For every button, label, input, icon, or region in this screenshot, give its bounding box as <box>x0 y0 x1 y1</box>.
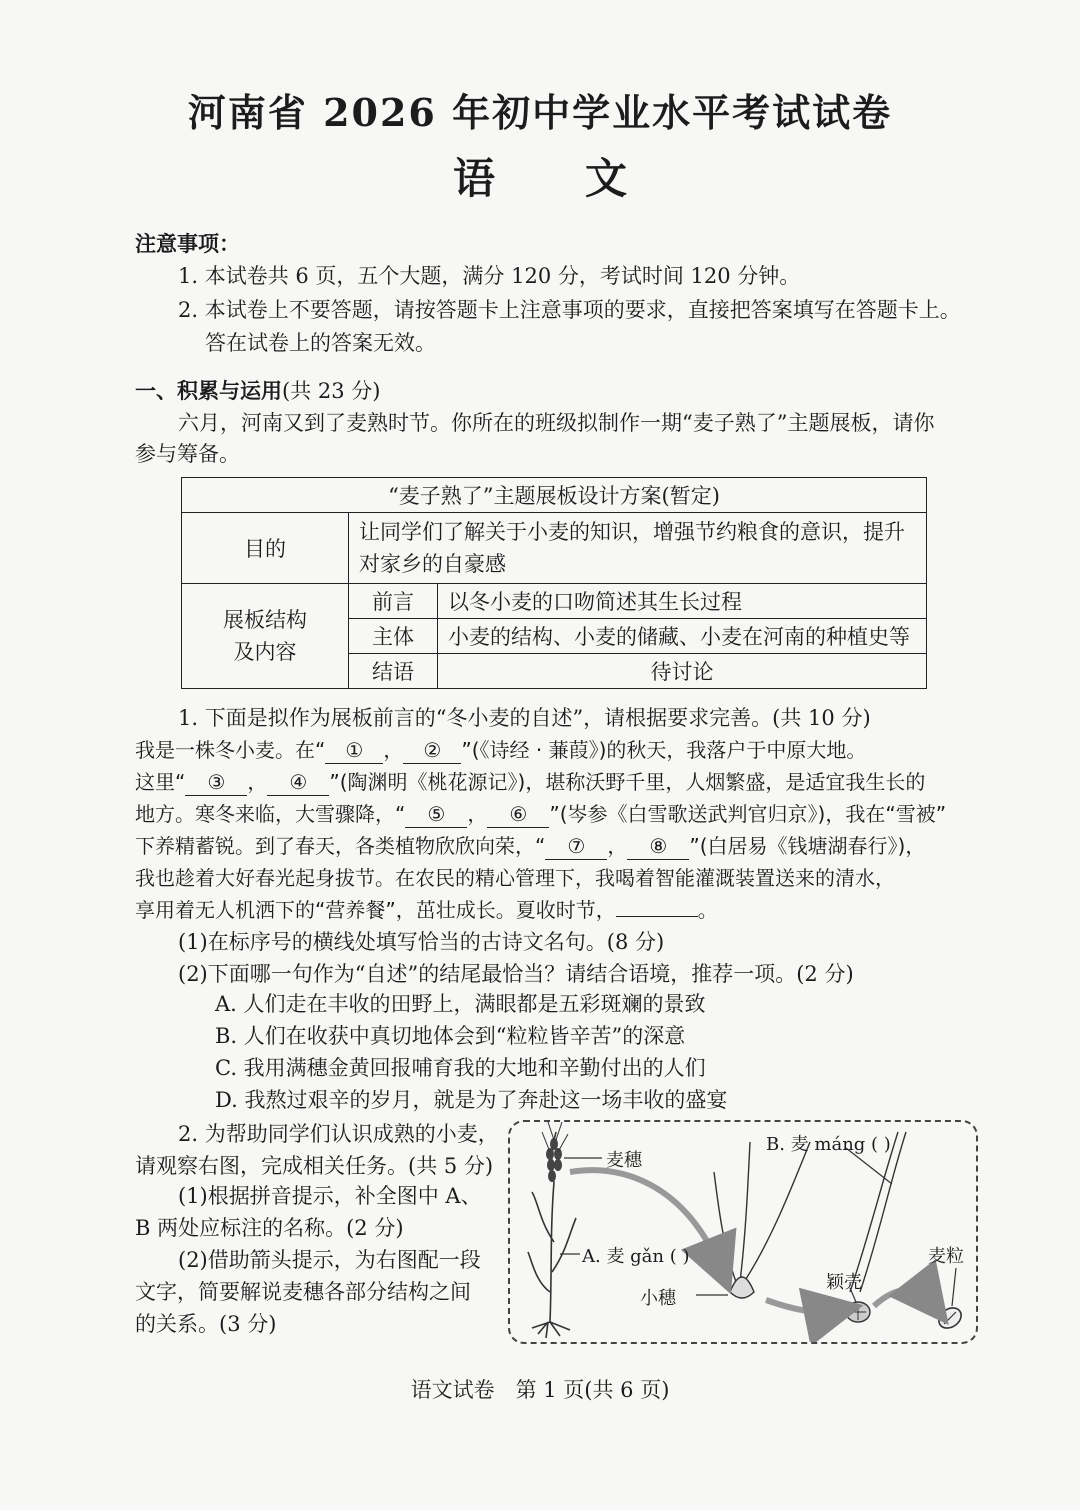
grain-icon <box>935 1304 965 1333</box>
q2-line-3: (1)根据拼音提示，补全图中 A、 <box>178 1184 482 1208</box>
plan-structure-line-2: 及内容 <box>233 640 297 664</box>
section1-title: 一、积累与运用 <box>135 378 282 403</box>
plan-table-caption: “麦子熟了”主题展板设计方案(暂定) <box>182 478 927 513</box>
q2-line-1: 2. 为帮助同学们认识成熟的小麦， <box>178 1122 499 1146</box>
passage-text: 下养精蓄锐。到了春天，各类植物欣欣向荣，“ <box>135 834 546 858</box>
passage-text: 地方。寒冬来临，大雪骤降，“ <box>135 802 406 826</box>
plan-row-label: 前言 <box>349 584 438 619</box>
passage-text: ， <box>607 834 628 858</box>
plan-purpose-label: 目的 <box>182 513 349 584</box>
subject-title: 语文 <box>452 154 717 203</box>
spikelet-icon <box>714 1142 810 1298</box>
q1-sub1: (1)在标序号的横线处填写恰当的古诗文名句。(8 分) <box>178 930 665 954</box>
q1-sub2: (2)下面哪一句作为“自述”的结尾最恰当？请结合语境，推荐一项。(2 分) <box>178 962 854 986</box>
page-footer: 语文试卷 第 1 页(共 6 页) <box>410 1378 670 1402</box>
plan-purpose-text <box>349 513 927 584</box>
q2-line-4: B 两处应标注的名称。(2 分) <box>135 1216 404 1240</box>
wheat-illustration <box>510 1122 976 1342</box>
passage-text: ”(岑参《白雪歌送武判官归京》)，我在“雪被” <box>549 802 947 826</box>
option-d: D. 我熬过艰辛的岁月，就是为了奔赴这一场丰收的盛宴 <box>215 1088 728 1112</box>
notice-item-2-cont: 答在试卷上的答案无效。 <box>205 331 436 355</box>
label-glume: 颖壳 <box>826 1272 862 1293</box>
wheat-figure <box>508 1120 978 1344</box>
q1-passage-line-6 <box>135 894 718 926</box>
notice-item-2: 2. 本试卷上不要答题，请按答题卡上注意事项的要求，直接把答案填写在答题卡上。 <box>178 298 961 322</box>
q2-line-7: 的关系。(3 分) <box>135 1312 277 1336</box>
blank-8: ⑧ <box>627 833 689 860</box>
passage-text: 享用着无人机洒下的“营养餐”，茁壮成长。夏收时节， <box>135 898 616 922</box>
plan-row-label: 主体 <box>349 619 438 654</box>
wheat-spike-icon <box>546 1138 562 1182</box>
passage-text: ”(《诗经 · 蒹葭》)的秋天，我落户于中原大地。 <box>461 738 867 762</box>
q1-stem: 1. 下面是拟作为展板前言的“冬小麦的自述”，请根据要求完善。(共 10 分) <box>178 706 871 730</box>
plan-row-content: 小麦的结构、小麦的储藏、小麦在河南的种植史等 <box>438 619 927 654</box>
q1-passage-line-1 <box>135 734 866 766</box>
passage-text: 这里“ <box>135 770 186 794</box>
blank-6: ⑥ <box>487 801 549 828</box>
exam-title: 河南省 2026 年初中学业水平考试试卷 <box>187 90 893 135</box>
plan-purpose-line-2: 对家乡的自豪感 <box>359 552 506 576</box>
q2-line-2: 请观察右图，完成相关任务。(共 5 分) <box>135 1154 494 1178</box>
section1-intro-2: 参与筹备。 <box>135 442 240 466</box>
blank-1: ① <box>325 737 383 764</box>
plan-purpose-line-1: 让同学们了解关于小麦的知识，增强节约粮食的意识，提升 <box>359 520 905 544</box>
label-grain: 麦粒 <box>928 1246 964 1267</box>
passage-text: ”(陶渊明《桃花源记》)，堪称沃野千里，人烟繁盛，是适宜我生长的 <box>329 770 926 794</box>
section1-score: (共 23 分) <box>282 379 381 403</box>
option-b: B. 人们在收获中真切地体会到“粒粒皆辛苦”的深意 <box>215 1024 686 1048</box>
plan-row-label: 结语 <box>349 654 438 689</box>
arrow-2-icon <box>766 1300 840 1312</box>
passage-text: ”(白居易《钱塘湖春行》)， <box>689 834 926 858</box>
q2-line-5: (2)借助箭头提示，为右图配一段 <box>178 1248 481 1272</box>
label-stem: A. 麦 gǎn ( ) <box>582 1246 690 1267</box>
passage-text: 。 <box>697 898 718 922</box>
blank-2: ② <box>403 737 461 764</box>
q2-line-6: 文字，简要解说麦穗各部分结构之间 <box>135 1280 471 1304</box>
glume-icon <box>846 1302 870 1322</box>
passage-text: ， <box>247 770 268 794</box>
q1-passage-line-3 <box>135 798 946 830</box>
label-spikelet: 小穗 <box>640 1288 676 1309</box>
notice-item-1: 1. 本试卷共 6 页，五个大题，满分 120 分，考试时间 120 分钟。 <box>178 264 801 288</box>
label-awn: B. 麦 máng ( ) <box>766 1134 891 1155</box>
arrow-3-icon <box>874 1290 934 1306</box>
blank-ending <box>616 916 698 917</box>
q1-passage-line-5: 我也趁着大好春光起身拔节。在农民的精心管理下，我喝着智能灌溉装置送来的清水， <box>135 866 895 890</box>
plan-row-content: 待讨论 <box>438 654 927 689</box>
option-c: C. 我用满穗金黄回报哺育我的大地和辛勤付出的人们 <box>215 1056 706 1080</box>
section1-heading <box>135 375 380 407</box>
blank-5: ⑤ <box>405 801 467 828</box>
plan-structure-line-1: 展板结构 <box>223 608 307 632</box>
section1-intro-1: 六月，河南又到了麦熟时节。你所在的班级拟制作一期“麦子熟了”主题展板，请你 <box>178 411 935 435</box>
blank-7: ⑦ <box>545 833 607 860</box>
plan-row-content: 以冬小麦的口吻简述其生长过程 <box>438 584 927 619</box>
plan-table <box>181 477 927 689</box>
q1-passage-line-2 <box>135 766 925 798</box>
blank-4: ④ <box>267 769 329 796</box>
blank-3: ③ <box>185 769 247 796</box>
q1-passage-line-4 <box>135 830 925 862</box>
passage-text: 我是一株冬小麦。在“ <box>135 738 326 762</box>
passage-text: ， <box>383 738 404 762</box>
plan-structure-label <box>182 584 349 689</box>
label-spike: 麦穗 <box>606 1150 642 1171</box>
passage-text: ， <box>467 802 488 826</box>
option-a: A. 人们走在丰收的田野上，满眼都是五彩斑斓的景致 <box>215 992 706 1016</box>
notice-heading: 注意事项： <box>135 231 240 256</box>
